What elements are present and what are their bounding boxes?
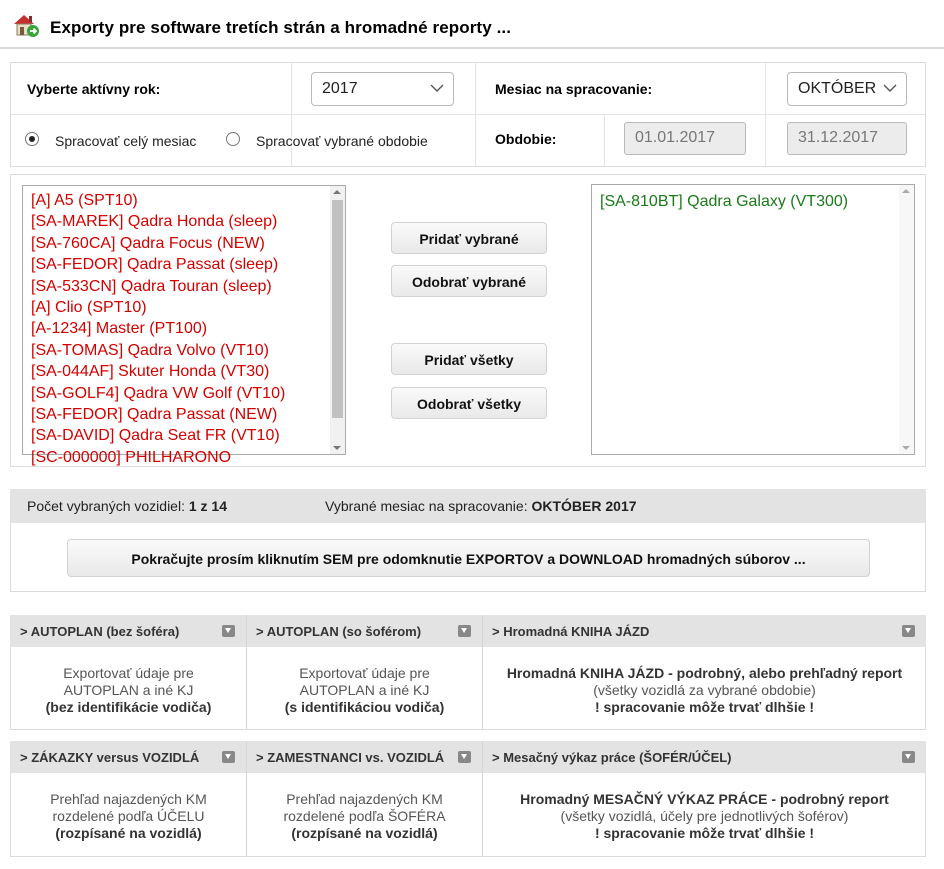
download-icon[interactable] bbox=[458, 625, 471, 637]
orders-vs-vehicles-header[interactable]: > ZÁKAZKY versus VOZIDLÁ bbox=[20, 750, 200, 765]
add-selected-button[interactable]: Pridať vybrané bbox=[391, 222, 547, 254]
list-item[interactable]: [SA-FEDOR] Qadra Passat (sleep) bbox=[31, 256, 279, 274]
year-value: 2017 bbox=[322, 80, 358, 97]
radio-whole-month-label[interactable]: Spracovať celý mesiac bbox=[55, 133, 197, 149]
monthly-work-report-desc bbox=[483, 791, 926, 842]
remove-selected-button[interactable]: Odobrať vybrané bbox=[391, 265, 547, 297]
desc-title: Hromadná KNIHA JÁZD - podrobný, alebo prehľadný report bbox=[506, 665, 903, 681]
selected-month-label: Vybrané mesiac na spracovanie: bbox=[325, 498, 528, 514]
desc-line: Exportovať údaje pre bbox=[63, 665, 194, 681]
page-title: Exporty pre software tretích strán a hromadné reporty ... bbox=[50, 18, 512, 37]
employees-vs-vehicles-desc bbox=[247, 791, 482, 842]
remove-all-button[interactable]: Odobrať všetky bbox=[391, 387, 547, 419]
list-item[interactable]: [SA-MAREK] Qadra Honda (sleep) bbox=[31, 213, 278, 231]
employees-vs-vehicles-header[interactable]: > ZAMESTNANCI vs. VOZIDLÁ bbox=[256, 750, 445, 765]
date-to-field[interactable]: 31.12.2017 bbox=[787, 122, 907, 155]
scroll-up-arrow-icon[interactable] bbox=[333, 190, 341, 194]
home-export-icon bbox=[12, 12, 40, 38]
desc-line: (všetky vozidlá za vybrané obdobie) bbox=[593, 682, 816, 698]
radio-selected-period-label[interactable]: Spracovať vybrané obdobie bbox=[256, 133, 428, 149]
desc-note: (rozpísané na vozidlá) bbox=[55, 825, 202, 841]
list-item[interactable]: [SA-GOLF4] Qadra VW Golf (VT10) bbox=[31, 384, 286, 402]
scroll-up-arrow-icon[interactable] bbox=[902, 189, 910, 193]
desc-line: rozdelené podľa ŠOFÉRA bbox=[283, 808, 446, 824]
list-scrollbar[interactable] bbox=[330, 186, 345, 454]
desc-note: ! spracovanie môže trvať dlhšie ! bbox=[594, 825, 815, 841]
add-all-button[interactable]: Pridať všetky bbox=[391, 343, 547, 375]
desc-line: AUTOPLAN a iné KJ bbox=[299, 682, 430, 698]
list-item[interactable]: [A] A5 (SPT10) bbox=[31, 192, 138, 209]
year-select[interactable] bbox=[311, 72, 454, 106]
desc-note: (s identifikáciou vodiča) bbox=[284, 699, 445, 715]
radio-whole-month[interactable] bbox=[25, 132, 39, 146]
scrollbar-thumb[interactable] bbox=[332, 200, 343, 418]
divider bbox=[11, 114, 925, 115]
list-item[interactable]: [A] Clio (SPT10) bbox=[31, 299, 147, 317]
chevron-down-icon bbox=[883, 81, 897, 95]
list-item[interactable]: [A-1234] Master (PT100) bbox=[31, 320, 208, 338]
list-item[interactable]: [SA-760CA] Qadra Focus (NEW) bbox=[31, 234, 265, 252]
list-scrollbar[interactable] bbox=[899, 185, 914, 454]
monthly-work-report-header[interactable]: > Mesačný výkaz práce (ŠOFÉR/ÚČEL) bbox=[492, 750, 732, 765]
list-item[interactable]: [SA-044AF] Skuter Honda (VT30) bbox=[31, 363, 270, 381]
autoplan-no-driver-desc bbox=[11, 665, 246, 716]
title-divider bbox=[0, 47, 944, 49]
list-item[interactable]: [SC-000000] PHILHARONO bbox=[31, 448, 232, 466]
list-item[interactable]: [SA-TOMAS] Qadra Volvo (VT10) bbox=[31, 341, 270, 359]
desc-line: Exportovať údaje pre bbox=[299, 665, 430, 681]
divider bbox=[604, 114, 605, 166]
scroll-down-arrow-icon[interactable] bbox=[333, 446, 341, 450]
download-icon[interactable] bbox=[222, 625, 235, 637]
desc-note: (rozpísané na vozidlá) bbox=[291, 825, 438, 841]
desc-line: Prehľad najazdených KM bbox=[50, 791, 207, 807]
month-value: OKTÓBER bbox=[798, 80, 877, 97]
download-icon[interactable] bbox=[902, 625, 915, 637]
download-icon[interactable] bbox=[222, 751, 235, 763]
selected-count-label: Počet vybraných vozidiel: bbox=[27, 498, 185, 514]
list-item[interactable]: [SA-FEDOR] Qadra Passat (NEW) bbox=[31, 406, 278, 424]
download-icon[interactable] bbox=[902, 751, 915, 763]
autoplan-with-driver-header[interactable]: > AUTOPLAN (so šoférom) bbox=[256, 624, 422, 639]
chevron-down-icon bbox=[430, 81, 444, 95]
autoplan-with-driver-desc bbox=[247, 665, 482, 716]
desc-title: Hromadný MESAČNÝ VÝKAZ PRÁCE - podrobný report bbox=[520, 791, 889, 807]
available-vehicles-list[interactable] bbox=[22, 185, 346, 466]
orders-vs-vehicles-desc bbox=[11, 791, 246, 842]
desc-line: (všetky vozidlá, účely pre jednotlivých šoférov) bbox=[560, 808, 849, 824]
selected-count-text bbox=[27, 498, 227, 514]
desc-line: Prehľad najazdených KM bbox=[286, 791, 443, 807]
available-items bbox=[23, 190, 330, 468]
date-from-field[interactable]: 01.01.2017 bbox=[624, 122, 746, 155]
selected-items bbox=[592, 191, 899, 212]
desc-note: (bez identifikácie vodiča) bbox=[45, 699, 212, 715]
radio-selected-period[interactable] bbox=[226, 132, 240, 146]
month-label: Mesiac na spracovanie: bbox=[495, 81, 653, 97]
selected-month-text bbox=[325, 498, 637, 514]
continue-unlock-button[interactable]: Pokračujte prosím kliknutím SEM pre odomknutie EXPORTOV a DOWNLOAD hromadných súborov ... bbox=[67, 539, 870, 577]
year-label: Vyberte aktívny rok: bbox=[27, 81, 161, 97]
selected-vehicles-list[interactable] bbox=[591, 184, 915, 455]
period-label: Obdobie: bbox=[495, 131, 557, 147]
trip-book-desc bbox=[483, 665, 926, 716]
selected-month-value: OKTÓBER 2017 bbox=[531, 498, 637, 514]
list-item[interactable]: [SA-DAVID] Qadra Seat FR (VT10) bbox=[31, 427, 280, 445]
scroll-down-arrow-icon[interactable] bbox=[902, 446, 910, 450]
autoplan-no-driver-header[interactable]: > AUTOPLAN (bez šoféra) bbox=[20, 624, 180, 639]
month-select[interactable] bbox=[787, 72, 907, 106]
desc-note: ! spracovanie môže trvať dlhšie ! bbox=[594, 699, 815, 715]
desc-line: rozdelené podľa ÚČELU bbox=[52, 808, 205, 824]
trip-book-header[interactable]: > Hromadná KNIHA JÁZD bbox=[492, 624, 650, 639]
desc-line: AUTOPLAN a iné KJ bbox=[63, 682, 194, 698]
download-icon[interactable] bbox=[458, 751, 471, 763]
selected-count-value: 1 z 14 bbox=[188, 498, 227, 514]
list-item[interactable]: [SA-533CN] Qadra Touran (sleep) bbox=[31, 277, 272, 295]
list-item[interactable]: [SA-810BT] Qadra Galaxy (VT300) bbox=[600, 193, 849, 210]
